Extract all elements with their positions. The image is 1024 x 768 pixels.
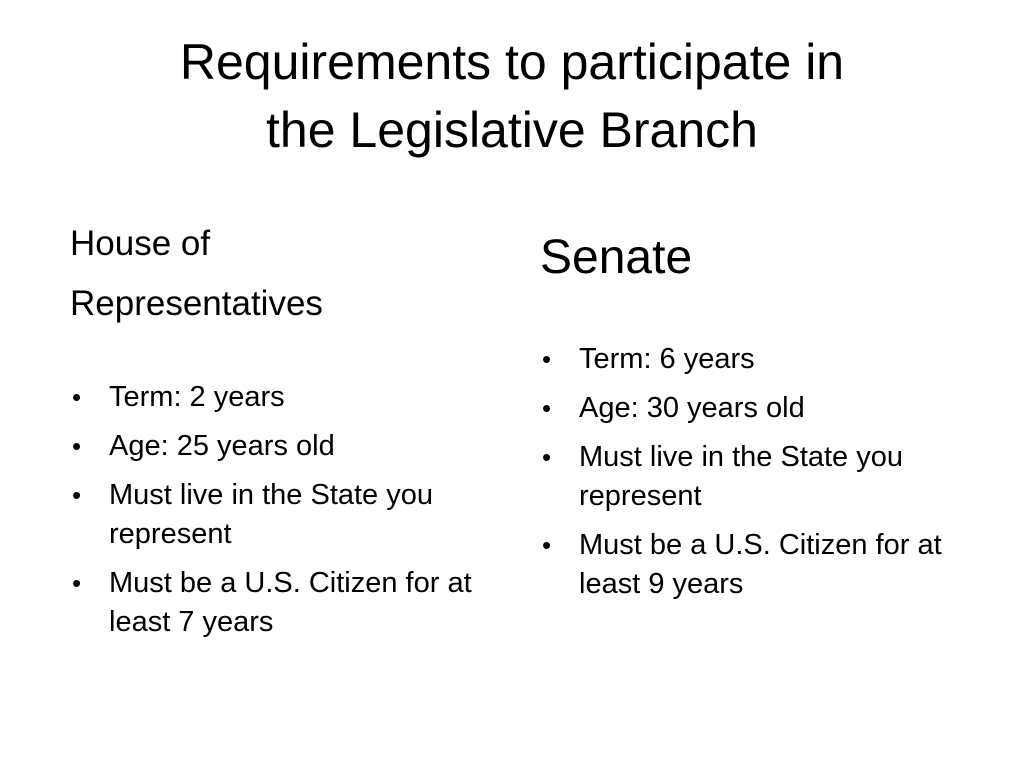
list-item — [540, 438, 980, 516]
bullet-icon: • — [72, 568, 82, 598]
slide-title — [40, 28, 984, 164]
list-item — [70, 427, 500, 466]
list-item — [70, 378, 500, 417]
senate-term: Term: 6 years — [579, 343, 755, 375]
house-term: Term: 2 years — [109, 381, 285, 413]
bullet-icon: • — [542, 344, 552, 374]
house-citizenship: Must be a U.S. Citizen for at least 7 years — [109, 567, 472, 638]
list-item — [70, 564, 500, 642]
bullet-icon: • — [72, 480, 82, 510]
senate-citizenship: Must be a U.S. Citizen for at least 9 years — [579, 529, 942, 600]
list-item — [70, 476, 500, 554]
senate-residency: Must live in the State you represent — [579, 441, 903, 512]
list-item — [540, 389, 980, 428]
house-heading-line-2: Representatives — [70, 284, 323, 323]
house-heading-line-1: House of — [70, 224, 211, 263]
house-bullet-list — [70, 378, 500, 642]
bullet-icon: • — [72, 382, 82, 412]
list-item — [540, 340, 980, 379]
bullet-icon: • — [542, 530, 552, 560]
senate-age: Age: 30 years old — [579, 392, 805, 424]
house-column — [70, 214, 500, 652]
senate-heading: Senate — [540, 231, 693, 284]
senate-column — [540, 226, 980, 614]
bullet-icon: • — [542, 442, 552, 472]
list-item — [540, 526, 980, 604]
slide-title-line-1: Requirements to participate in — [179, 34, 845, 90]
house-age: Age: 25 years old — [109, 430, 335, 462]
house-heading — [70, 214, 500, 334]
bullet-icon: • — [72, 431, 82, 461]
bullet-icon: • — [542, 393, 552, 423]
slide-title-line-2: the Legislative Branch — [266, 102, 758, 158]
senate-bullet-list — [540, 340, 980, 604]
house-residency: Must live in the State you represent — [109, 479, 433, 550]
